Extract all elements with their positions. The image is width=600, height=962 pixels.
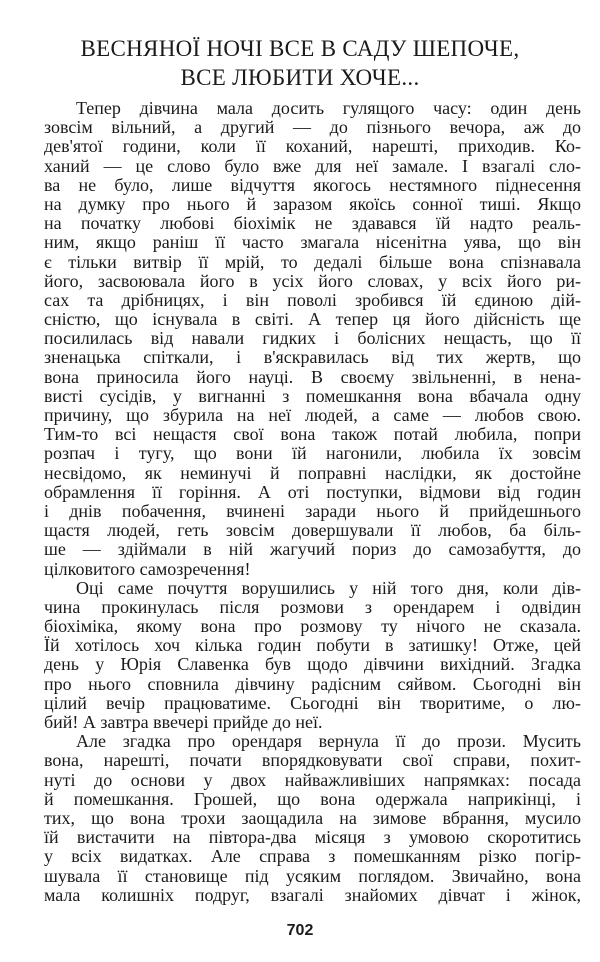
text-line: мала колишніх подруг, взагалі знайомих дівчат і жінок,	[44, 885, 581, 905]
text-line: Оці саме почуття ворушились у ній того дня, коли дів-	[76, 578, 581, 598]
chapter-title-line-2: ВСЕ ЛЮБИТИ ХОЧЕ...	[180, 65, 420, 90]
text-line: причину, що збурила на неї людей, а саме — любов свою.	[44, 406, 581, 425]
text-line: біохіміка, якому вона про розмову ту нічого не сказала.	[44, 617, 581, 637]
text-line: є тільки витвір її мрій, то дедалі більше вона спізнавала	[44, 252, 581, 272]
text-line: і днів побачення, вчинені заради нього й прийдешнього	[44, 501, 581, 521]
text-line: день у Юрія Славенка був щодо дівчини вихідний. Згадка	[44, 655, 581, 675]
text-line: розпач і тугу, що вони їй нагонили, любила їх зовсім	[44, 444, 581, 464]
text-line: ше — здіймали в ній жагучий пориз до самозабуття, до	[44, 540, 581, 560]
text-line: посилилась від навали гидких і болісних нещасть, що її	[44, 329, 581, 349]
text-line: висті сусідів, у вигнанні з помешкання вона вбачала одну	[44, 386, 581, 406]
text-line: зненацька спіткали, і в'яскравилась від тих жертв, що	[44, 348, 581, 368]
text-line: цілковитого самозречення!	[44, 559, 251, 579]
text-line: щастя людей, геть зовсім довершували її любов, ба біль-	[44, 521, 581, 541]
text-line: несвідомо, як неминучі й поправні наслідки, як достойне	[44, 463, 581, 483]
chapter-title-line-1: ВЕСНЯНОЇ НОЧІ ВСЕ В САДУ ШЕПОЧЕ,	[80, 36, 520, 61]
text-line: шувала її становище під усяким поглядом. Звичайно, вона	[44, 866, 581, 886]
text-line: нуті до основи у двох найважливіших напрямках: посада	[44, 770, 581, 790]
text-line: ва не було, лише відчуття якогось нестямного піднесення	[44, 175, 581, 195]
text-line: дев'ятої години, коли її коханий, нарешті, приходив. Ко-	[44, 137, 581, 157]
text-line: ханий — це слово було вже для неї замале. І взагалі сло-	[44, 156, 581, 176]
text-line: тих, що вона трохи заощадила на зимове вбрання, мусило	[44, 808, 581, 828]
text-line: Їй хотілось хоч кілька годин побути в затишку! Отже, цей	[44, 636, 581, 656]
text-line: у всіх видатках. Але справа з помешканням різко погір-	[44, 847, 581, 867]
text-line: про нього сповнила дівчину радісним сяйвом. Сьогодні він	[44, 674, 581, 694]
text-line: обрамлення її горіння. А оті поступки, відмови від годин	[44, 482, 581, 502]
text-line: Але згадка про орендаря вернула її до прози. Мусить	[76, 732, 581, 752]
text-line: бий! А завтра ввечері прийде до неї.	[44, 713, 323, 732]
text-line: вона приносила його науці. В своєму звільненні, в нена-	[44, 367, 581, 387]
text-line: їй вистачити на півтора-два місяця з умовою скоротитись	[44, 828, 581, 848]
page-number: 702	[286, 922, 314, 939]
text-line: його, засвоювала його в усіх його словах, у всіх його ри-	[44, 271, 581, 291]
text-line: зовсім вільний, а другий — до пізнього вечора, аж до	[44, 118, 581, 138]
text-line: на думку про нього й заразом якоїсь сонної тиші. Якщо	[44, 194, 581, 214]
text-line: Тим-то всі нещастя свої вона також потай любила, попри	[44, 425, 581, 445]
text-line: чина прокинулась після розмови з орендарем і одвідин	[44, 597, 581, 617]
text-line: цілий вечір працюватиме. Сьогодні він творитиме, о лю-	[44, 693, 581, 713]
chapter-title	[0, 34, 600, 92]
body-text	[44, 99, 581, 905]
text-line: Тепер дівчина мала досить гулящого часу: один день	[76, 99, 581, 118]
text-line: на початку любові біохімік не здавався їй надто реаль-	[44, 214, 581, 234]
text-line: вона, нарешті, почати впорядковувати свої справи, похит-	[44, 751, 581, 771]
text-line: сністю, що існувала в світі. А тепер ця його дійсність ще	[44, 310, 581, 330]
text-line: сах та дрібницях, і він поволі зробився їй єдиною дій-	[44, 290, 581, 310]
text-line: й помешкання. Грошей, що вона одержала наприкінці, і	[44, 789, 581, 809]
text-line: ним, якщо раніш її часто змагала нісенітна уява, що він	[44, 233, 581, 253]
